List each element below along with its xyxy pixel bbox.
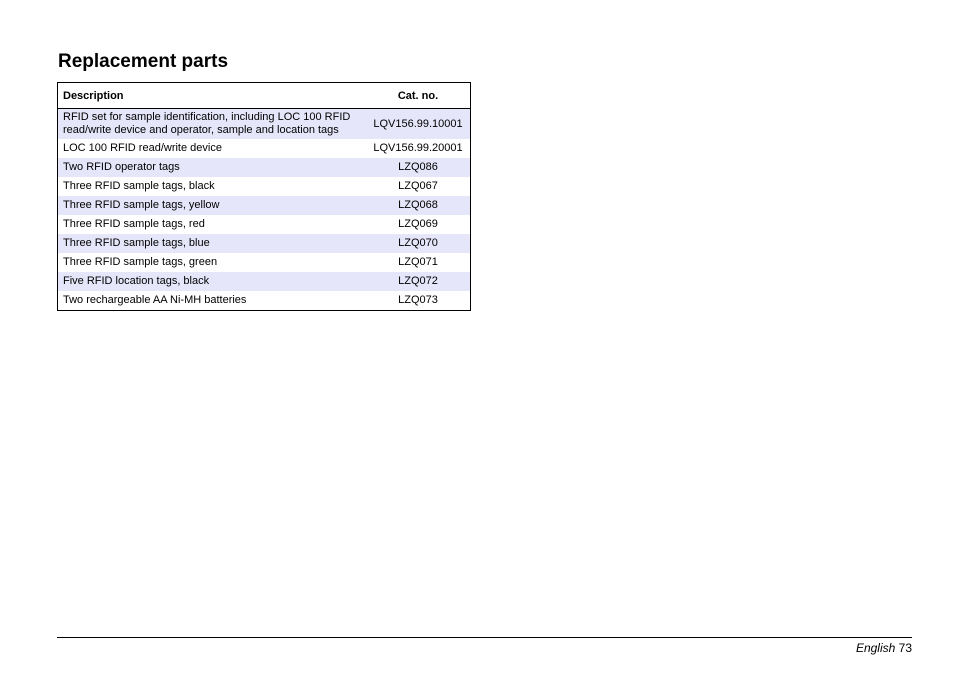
part-description: LOC 100 RFID read/write device: [63, 142, 222, 154]
header-cat-no: Cat. no.: [366, 83, 471, 109]
table-row: [58, 215, 471, 234]
part-description: Two rechargeable AA Ni-MH batteries: [63, 294, 247, 306]
table-row: [58, 158, 471, 177]
footer-divider: [57, 637, 912, 638]
table-row: [58, 109, 471, 140]
part-description: Five RFID location tags, black: [58, 272, 367, 291]
part-cat-no: LZQ068: [366, 196, 471, 215]
part-cat-no: LZQ071: [398, 256, 438, 268]
part-description: Three RFID sample tags, yellow: [58, 196, 367, 215]
table-row: [58, 291, 471, 311]
part-cat-no: LZQ086: [366, 158, 471, 177]
part-cat-no: LZQ070: [366, 234, 471, 253]
table-row: [58, 177, 471, 196]
header-description: Description: [58, 83, 367, 109]
part-cat-no: LQV156.99.20001: [373, 142, 463, 154]
part-cat-no: LZQ073: [398, 294, 438, 306]
page-title: Replacement parts: [58, 51, 229, 72]
part-description: RFID set for sample identification, including LOC 100 RFID read/write device and operator, sample and location tags: [58, 109, 367, 140]
table-row: [58, 196, 471, 215]
part-cat-no: LZQ067: [398, 180, 438, 192]
part-cat-no: LZQ072: [366, 272, 471, 291]
part-cat-no: LQV156.99.10001: [366, 109, 471, 140]
table-row: [58, 139, 471, 158]
table-row: [58, 234, 471, 253]
table-row: [58, 272, 471, 291]
footer-language: English: [855, 641, 896, 655]
page-footer: [856, 641, 912, 655]
part-description: Three RFID sample tags, black: [63, 180, 215, 192]
footer-page-number: 73: [898, 641, 912, 655]
part-description: Three RFID sample tags, red: [63, 218, 205, 230]
table-row: [58, 253, 471, 272]
part-description: Two RFID operator tags: [58, 158, 367, 177]
replacement-parts-table: [57, 82, 471, 311]
part-description: Three RFID sample tags, green: [63, 256, 218, 268]
part-cat-no: LZQ069: [398, 218, 438, 230]
part-description: Three RFID sample tags, blue: [58, 234, 367, 253]
table-header-row: [58, 83, 471, 109]
